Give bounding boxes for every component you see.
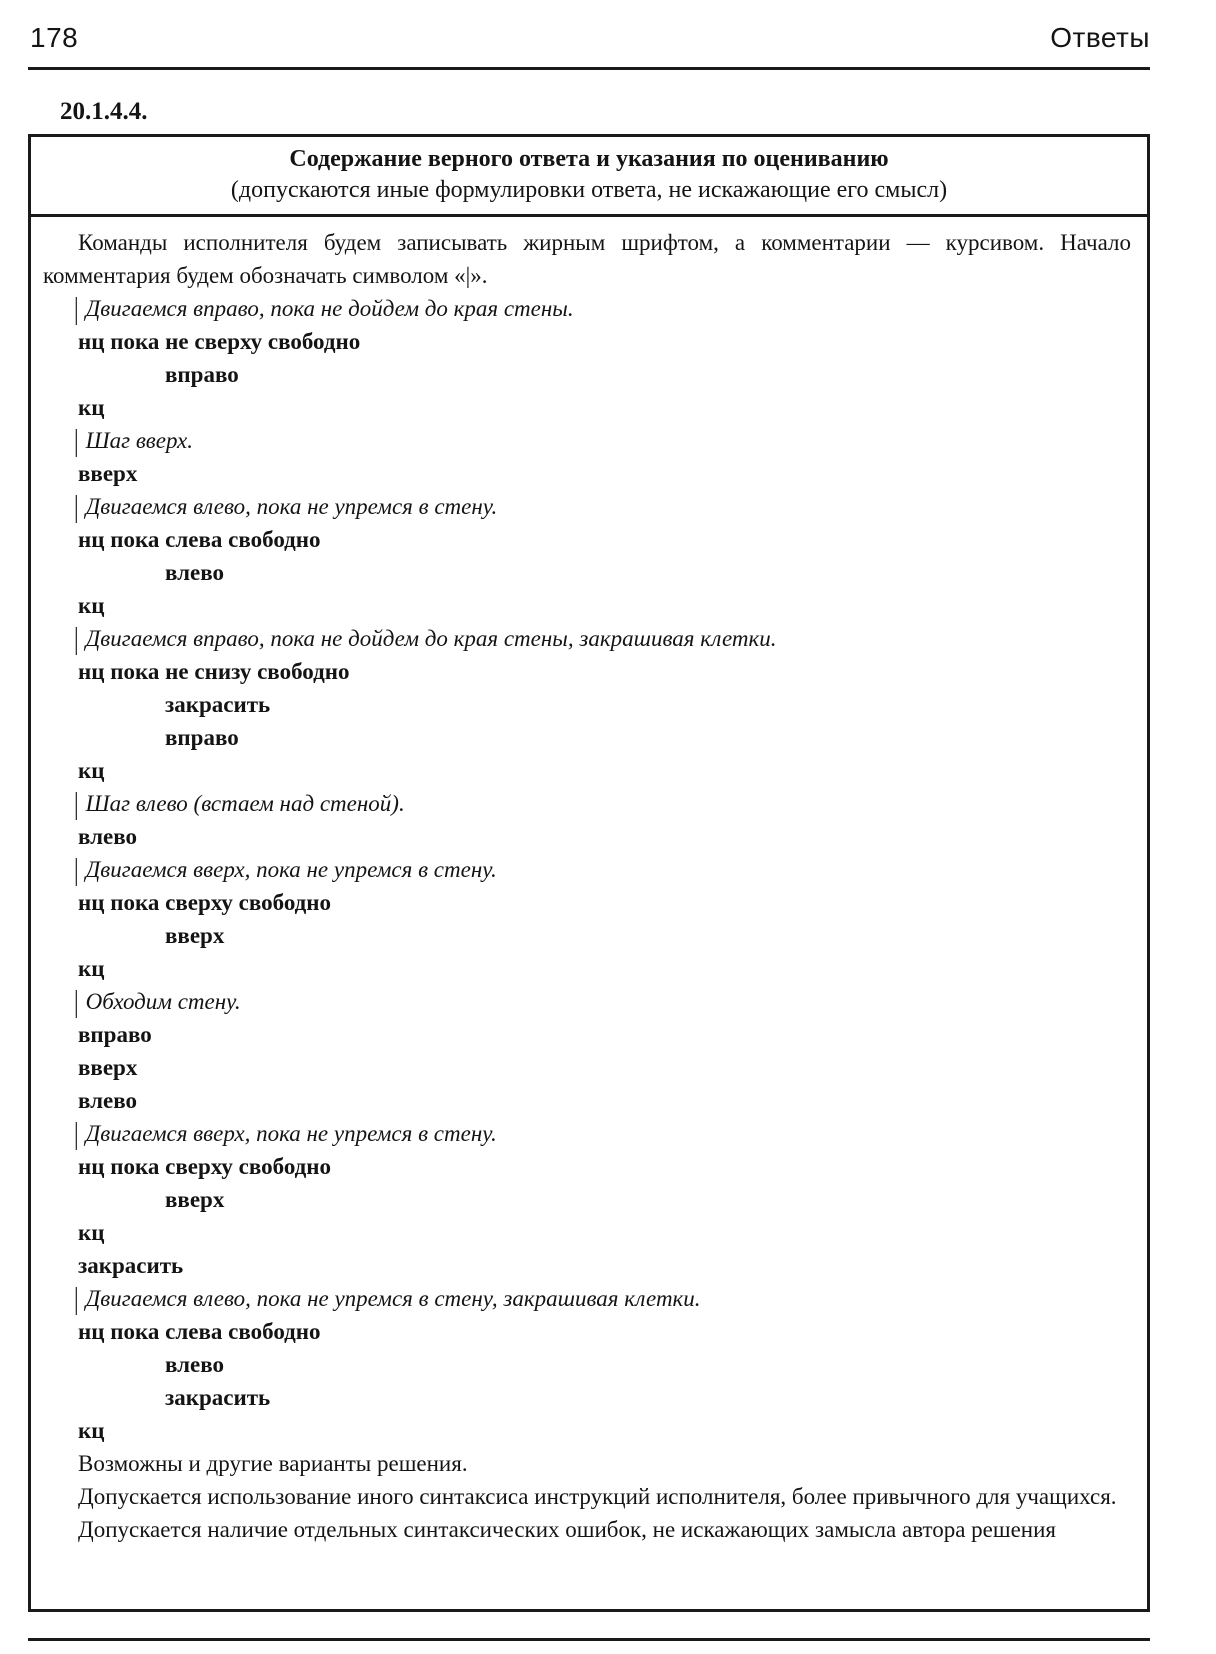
comment-line [43, 292, 1131, 325]
code-line: влево [78, 1088, 137, 1113]
comment-text: Двигаемся вправо, пока не дойдем до края стены, закрашивая клетки. [85, 626, 777, 651]
next-table-top-border [28, 1638, 1150, 1641]
page-number: 178 [30, 22, 79, 53]
code-line: влево [165, 1352, 224, 1377]
page-header [30, 22, 1150, 54]
code-line: влево [78, 824, 137, 849]
code-line: кц [78, 1418, 105, 1443]
code-line: закрасить [165, 692, 271, 717]
code-line: нц пока сверху свободно [78, 890, 332, 915]
code-line: вправо [78, 1022, 152, 1047]
comment-line [43, 424, 1131, 457]
code-line: вверх [78, 461, 138, 486]
comment-bar: | [74, 984, 79, 1019]
code-line: нц пока сверху свободно [78, 1154, 332, 1179]
comment-line [43, 1282, 1131, 1315]
running-title: Ответы [1050, 22, 1150, 53]
comment-bar: | [74, 786, 79, 821]
code-line: кц [78, 758, 105, 783]
comment-line [43, 787, 1131, 820]
header-rule [28, 67, 1150, 70]
table-subtitle: (допускаются иные формулировки ответа, не искажающие его смысл) [230, 177, 948, 203]
note-paragraph: Возможны и другие варианты решения. [78, 1451, 468, 1476]
comment-bar: | [74, 852, 79, 887]
comment-line [43, 853, 1131, 886]
code-line: вправо [165, 362, 239, 387]
comment-text: Двигаемся вверх, пока не упремся в стену. [85, 857, 497, 882]
code-line: нц пока не сверху свободно [78, 329, 361, 354]
code-line: вверх [165, 1187, 225, 1212]
code-line: кц [78, 593, 105, 618]
table-header [31, 137, 1147, 217]
code-line: вверх [78, 1055, 138, 1080]
comment-text: Двигаемся вправо, пока не дойдем до края стены. [85, 296, 574, 321]
code-line: вправо [165, 725, 239, 750]
comment-text: Двигаемся влево, пока не упремся в стену. [85, 494, 498, 519]
comment-text: Двигаемся вверх, пока не упремся в стену. [85, 1121, 497, 1146]
comment-text: Обходим стену. [85, 989, 241, 1014]
code-line: нц пока слева свободно [78, 1319, 321, 1344]
comment-bar: | [74, 423, 79, 458]
section-number: 20.1.4.4. [60, 98, 148, 125]
code-line: нц пока слева свободно [78, 527, 321, 552]
comment-bar: | [74, 621, 79, 656]
code-line: кц [78, 956, 105, 981]
comment-line [43, 1117, 1131, 1150]
code-line: влево [165, 560, 224, 585]
comment-line [43, 622, 1131, 655]
code-line: вверх [165, 923, 225, 948]
table-body [31, 217, 1147, 1554]
comment-text: Двигаемся влево, пока не упремся в стену, закрашивая клетки. [85, 1286, 701, 1311]
code-line: кц [78, 1220, 105, 1245]
note-paragraph: Допускается использование иного синтаксиса инструкций исполнителя, более привычного для учащихся. [78, 1484, 1117, 1509]
code-line: закрасить [78, 1253, 184, 1278]
note-paragraph: Допускается наличие отдельных синтаксических ошибок, не искажающих замысла автора решения [78, 1517, 1057, 1542]
comment-bar: | [74, 1116, 79, 1151]
comment-bar: | [74, 291, 79, 326]
solution-lines [43, 292, 1131, 1546]
intro-paragraph: Команды исполнителя будем записывать жирным шрифтом, а комментарии — курсивом. Начало комментария будем обозначать символом «|». [43, 230, 1131, 288]
comment-text: Шаг вверх. [85, 428, 193, 453]
table-title: Содержание верного ответа и указания по оцениванию [289, 146, 889, 172]
comment-text: Шаг влево (встаем над стеной). [85, 791, 405, 816]
comment-bar: | [74, 1281, 79, 1316]
comment-bar: | [74, 489, 79, 524]
code-line: закрасить [165, 1385, 271, 1410]
comment-line [43, 490, 1131, 523]
answer-table [28, 134, 1150, 1612]
code-line: нц пока не снизу свободно [78, 659, 350, 684]
comment-line [43, 985, 1131, 1018]
code-line: кц [78, 395, 105, 420]
